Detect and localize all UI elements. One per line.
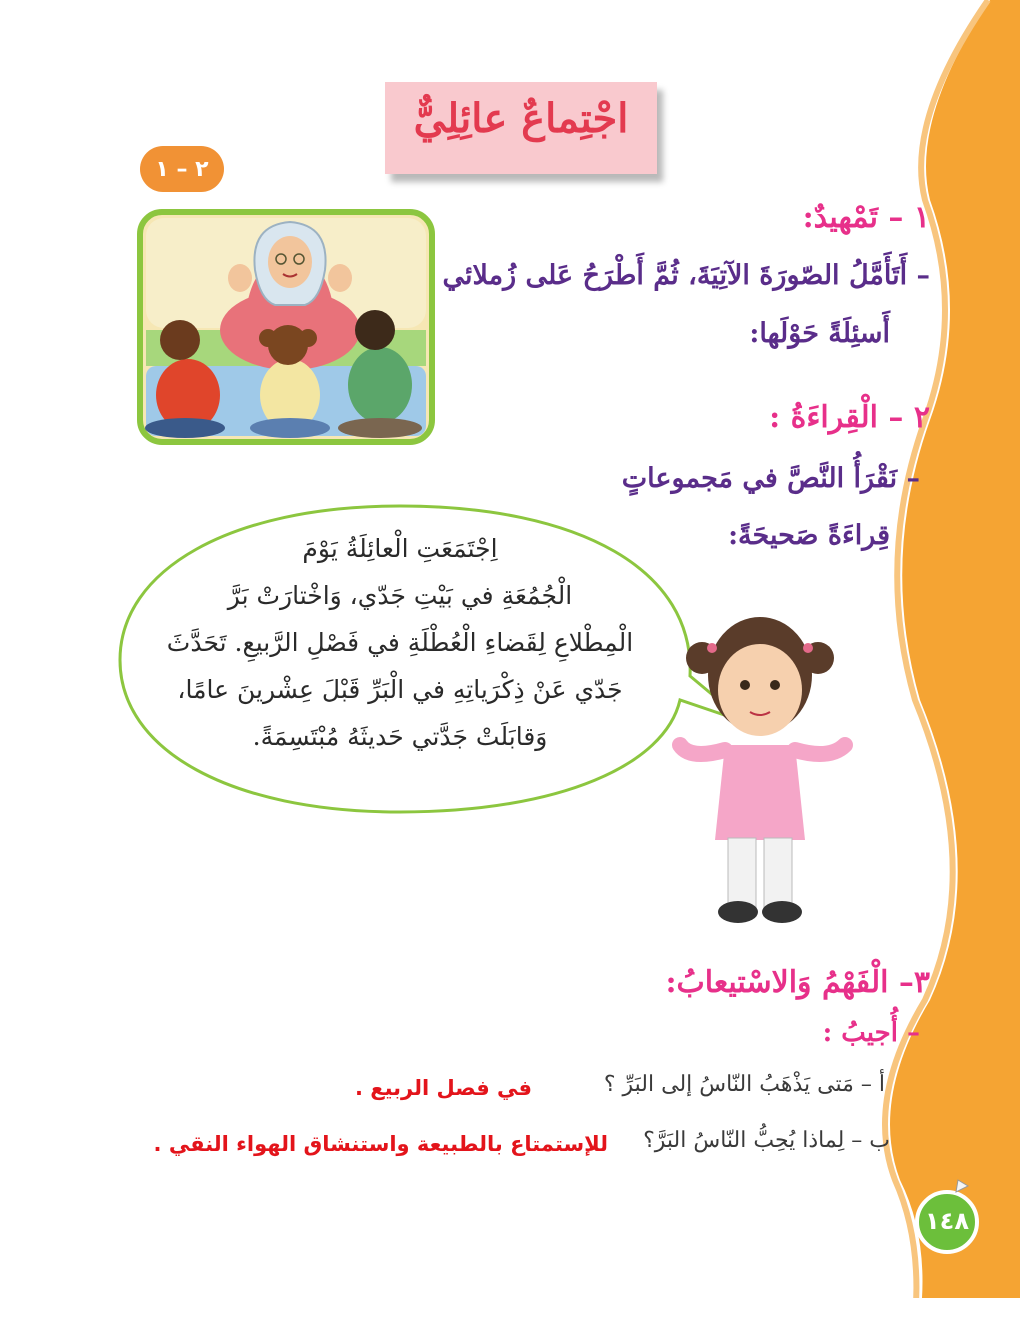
passage-line: الْمِطْلاعِ لِقَضاءِ الْعُطْلَةِ في فَصْلِ الرَّبيعِ. تَحَدَّثَ: [166, 628, 634, 657]
question-b: ب – لِماذا يُحِبُّ النّاسُ البَرَّ؟: [643, 1128, 890, 1153]
girl-illustration: [680, 617, 845, 923]
passage-line: جَدّي عَنْ ذِكْرَياتِهِ في الْبَرِّ قَبْلَ عِشْرينَ عامًا،: [177, 675, 623, 704]
reading-passage: [140, 525, 660, 760]
question-a: أ – مَتى يَذْهَبُ النّاسُ إلى البَرِّ ؟: [603, 1072, 885, 1097]
reading-line-2: قِراءَةً صَحيحَةً:: [728, 520, 890, 551]
answer-a[interactable]: في فصل الربيع .: [354, 1076, 532, 1100]
intro-heading: ١ – تَمْهيدٌ:: [802, 200, 930, 235]
orange-side-band: [890, 0, 1020, 1320]
page-title: اجْتِماعٌ عائِلِيٌّ: [413, 95, 629, 142]
passage-line: وَقابَلَتْ جَدَّتي حَديثَهُ مُبْتَسِمَةً.: [252, 722, 548, 751]
comprehension-heading: ٣– الْفَهْمُ وَالاسْتيعابُ:: [665, 965, 930, 1000]
passage-line: الْجُمُعَةِ في بَيْتِ جَدّي، وَاخْتارَتْ بَرَّ: [227, 581, 573, 610]
reading-heading: ٢ – الْقِراءَةُ :: [769, 400, 930, 435]
reading-line-1: – نَقْرَأُ النَّصَّ في مَجموعاتٍ: [621, 463, 920, 494]
page-number: ١٤٨: [925, 1207, 969, 1235]
family-illustration: [140, 212, 432, 442]
passage-line: اِجْتَمَعَتِ الْعائِلَةُ يَوْمَ: [302, 534, 498, 563]
comprehension-instruction: – أُجيبُ :: [822, 1018, 920, 1048]
intro-line-1: – أَتَأَمَّلُ الصّورَةَ الآتِيَةَ، ثُمَّ أَطْرَحُ عَلى زُملائي: [442, 260, 930, 291]
intro-line-2: أَسئِلَةً حَوْلَها:: [749, 318, 890, 349]
answer-b[interactable]: للإستمتاع بالطبيعة واستنشاق الهواء النقي .: [153, 1132, 608, 1156]
lesson-badge: ٢ – ١: [140, 146, 224, 192]
